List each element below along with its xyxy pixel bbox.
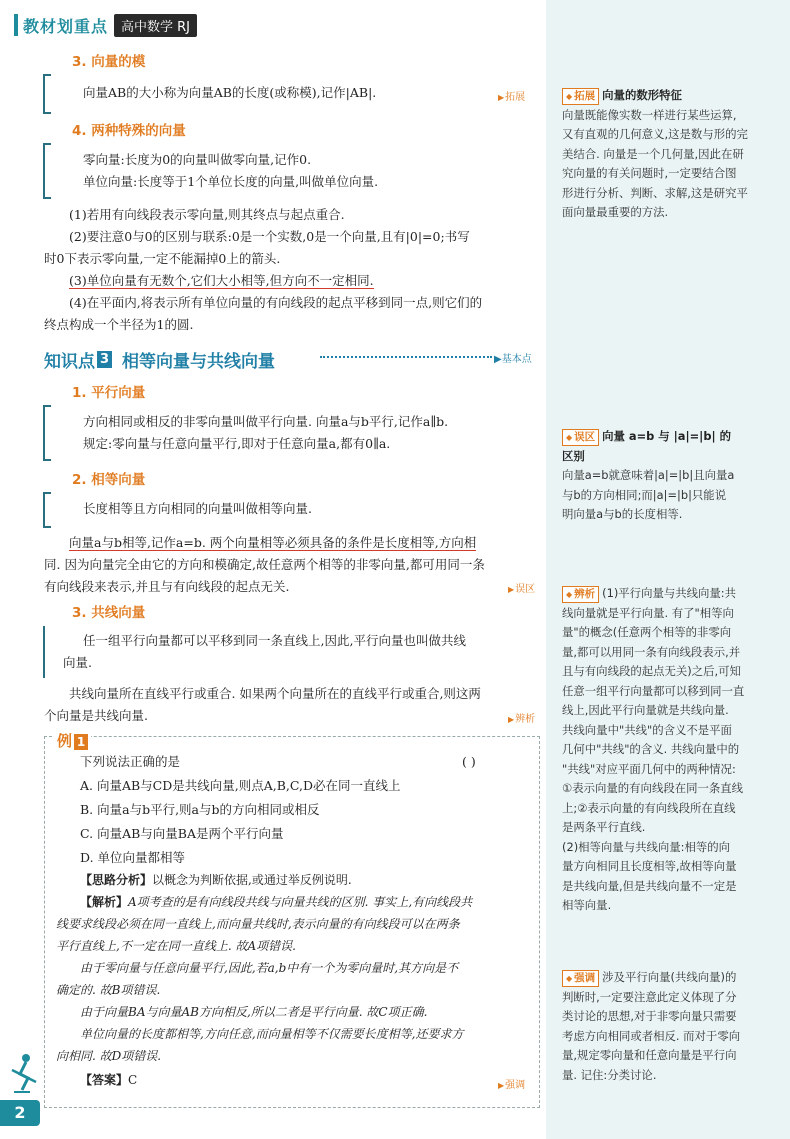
collinear-def-1: 任一组平行向量都可以平移到同一条直线上,因此,平行向量也叫做共线 xyxy=(83,633,466,648)
card1-line: 美结合. 向量是一个几何量,因此在研 xyxy=(562,146,744,161)
series-title: 教材划重点 xyxy=(23,16,109,36)
chip-misconception: ◆ 误区 xyxy=(562,429,599,446)
card4-line: 量. 记住:分类讨论. xyxy=(562,1067,657,1082)
analysis-line-1 xyxy=(56,892,536,913)
note-3-text: (3)单位向量有无数个,它们大小相等,但方向不一定相同. xyxy=(69,273,374,288)
card2-line: 与b的方向相同;而|a|=|b|只能说 xyxy=(562,487,727,502)
card2-head-cont: 区别 xyxy=(562,448,585,463)
skater-ornament-icon xyxy=(8,1052,38,1096)
parallel-rule: 规定:零向量与任意向量平行,即对于任意向量a,都有0∥a. xyxy=(83,436,391,451)
card3-line: 线向量就是平行向量. 有了"相等向 xyxy=(562,605,734,620)
analysis-line-4: 由于零向量与任意向量平行,因此,若a,b中有一个为零向量时,其方向是不 xyxy=(80,961,459,975)
kp-dotted-line xyxy=(320,356,492,358)
example-label xyxy=(54,730,91,751)
analysis-line-3: 平行直线上,不一定在同一直线上. 故A项错误. xyxy=(56,939,296,953)
modulus-text: 向量AB的大小称为向量AB的长度(或称模),记作|AB|. xyxy=(83,85,377,100)
example-label-text: 例 xyxy=(57,732,73,750)
subject-badge: 高中数学 RJ xyxy=(114,14,197,37)
page-header xyxy=(14,14,197,36)
note-4-cont: 终点构成一个半径为1的圆. xyxy=(44,317,194,332)
tag-expand: ▶ 拓展 xyxy=(498,88,525,103)
card3-line: (1)平行向量与共线向量:共 xyxy=(602,586,737,600)
option-b: B. 向量a与b平行,则a与b的方向相同或相反 xyxy=(80,802,320,817)
card2-line: 明向量a与b的长度相等. xyxy=(562,507,683,521)
analysis-line-5: 确定的. 故B项错误. xyxy=(56,983,161,997)
card2-line: 向量a=b就意味着|a|=|b|且向量a xyxy=(562,468,735,482)
card3-line: (2)相等向量与共线向量:相等的向 xyxy=(562,839,731,854)
card3-line: 上;②表示向量的有向线段所在直线 xyxy=(562,800,736,815)
side-card-expand xyxy=(562,86,774,223)
card2-head: 向量 a=b 与 |a|=|b| 的 xyxy=(602,429,731,443)
note-2: (2)要注意0与0的区别与联系:0是一个实数,0是一个向量,且有|0|=0;书写 xyxy=(69,229,470,244)
collinear-def-2: 向量. xyxy=(63,655,92,670)
heading-collinear: 3. 共线向量 xyxy=(72,605,146,621)
card3-line: 是共线向量,但是共线向量不一定是 xyxy=(562,878,737,893)
answer-line xyxy=(56,1070,536,1091)
analysis-line-8: 向相同. 故D项错误. xyxy=(56,1049,162,1063)
analysis-text-1: A项考查的是有向线段共线与向量共线的区别. 事实上,有向线段共 xyxy=(128,895,473,909)
tag-distinguish: ▶ 辨析 xyxy=(508,710,535,725)
card4-line: 类讨论的思想,对于非零向量只需要 xyxy=(562,1009,737,1023)
chip-distinguish: ◆ 辨析 xyxy=(562,586,599,603)
option-a: A. 向量AB与CD是共线向量,则点A,B,C,D必在同一直线上 xyxy=(80,778,401,793)
option-c: C. 向量AB与向量BA是两个平行向量 xyxy=(80,826,284,841)
analysis-key: 【解析】 xyxy=(80,895,129,909)
equal-para-3: 有向线段来表示,并且与有向线段的起点无关. xyxy=(44,579,290,594)
card4-line: 判断时,一定要注意此定义体现了分 xyxy=(562,989,737,1004)
knowledge-point-heading xyxy=(44,347,275,372)
note-1: (1)若用有向线段表示零向量,则其终点与起点重合. xyxy=(69,207,345,222)
kp-number: 3 xyxy=(97,351,112,368)
analysis-line-2: 线要求线段必须在同一直线上,而向量共线时,表示向量的有向线段可以在两条 xyxy=(56,917,460,931)
card3-line: 量,都可以用同一条有向线段表示,并 xyxy=(562,644,741,659)
equal-para-1-text: 向量a与b相等,记作a=b. 两个向量相等必须具备的条件是长度相等,方向相 xyxy=(69,535,477,550)
kp-label: 知识点 xyxy=(44,352,95,372)
equal-def: 长度相等且方向相同的向量叫做相等向量. xyxy=(83,501,312,516)
collinear-para-2: 个向量是共线向量. xyxy=(44,708,148,723)
card4-line: 涉及平行向量(共线向量)的 xyxy=(602,970,737,984)
zero-vector-def: 零向量:长度为0的向量叫做零向量,记作0. xyxy=(83,152,312,167)
parallel-box xyxy=(43,405,540,461)
example-number: 1 xyxy=(74,734,88,750)
note-4: (4)在平面内,将表示所有单位向量的有向线段的起点平移到同一点,则它们的 xyxy=(69,295,483,310)
analysis-line-7: 单位向量的长度都相等,方向任意,而向量相等不仅需要长度相等,还要求方 xyxy=(80,1027,464,1041)
idea-key: 【思路分析】 xyxy=(80,873,153,887)
card1-line: 究向量的有关问题时,一定要结合图 xyxy=(562,166,737,180)
heading-modulus: 3. 向量的模 xyxy=(72,54,146,70)
card3-line: "共线"对应平面几何中的两种情况: xyxy=(562,761,736,776)
kp-basic-tag: ▶基本点 xyxy=(494,354,532,365)
card4-line: 考虑方向相同或者相反. 而对于零向 xyxy=(562,1028,741,1043)
side-card-distinguish xyxy=(562,584,774,916)
answer-value: C xyxy=(128,1073,138,1087)
note-2-cont: 时0下表示零向量,一定不能漏掉0上的箭头. xyxy=(44,251,281,266)
card1-head: 向量的数形特征 xyxy=(602,88,682,102)
parallel-def: 方向相同或相反的非零向量叫做平行向量. 向量a与b平行,记作a∥b. xyxy=(83,414,449,429)
chip-emphasis: ◆ 强调 xyxy=(562,970,599,987)
collinear-box xyxy=(43,626,540,678)
collinear-para-1: 共线向量所在直线平行或重合. 如果两个向量所在的直线平行或重合,则这两 xyxy=(69,686,481,701)
card1-line: 向量既能像实数一样进行某些运算, xyxy=(562,107,737,122)
tag-misconception: ▶ 误区 xyxy=(508,580,535,595)
card3-line: 共线向量中"共线"的含义不是平面 xyxy=(562,722,732,737)
heading-special-vectors: 4. 两种特殊的向量 xyxy=(72,123,186,139)
option-d: D. 单位向量都相等 xyxy=(80,850,186,865)
tag-emphasis: ▶ 强调 xyxy=(498,1076,525,1091)
answer-key: 【答案】 xyxy=(80,1073,129,1087)
heading-parallel: 1. 平行向量 xyxy=(72,385,146,401)
card1-line: 面向量最重要的方法. xyxy=(562,205,669,219)
card3-line: 相等向量. xyxy=(562,898,612,912)
card3-line: 几何中"共线"的含义. 共线向量中的 xyxy=(562,742,740,756)
card3-line: 量"的概念(任意两个相等的非零向 xyxy=(562,625,732,639)
idea-analysis xyxy=(56,870,536,891)
equal-box xyxy=(43,492,540,528)
note-3 xyxy=(44,270,540,292)
idea-text: 以概念为判断依据,或通过举反例说明. xyxy=(152,873,352,887)
card1-line: 形进行分析、判断、求解,这是研究平 xyxy=(562,185,748,200)
heading-equal: 2. 相等向量 xyxy=(72,472,146,488)
chip-expand: ◆ 拓展 xyxy=(562,88,599,105)
card3-line: 量方向相同且长度相等,故相等向量 xyxy=(562,859,737,873)
card1-line: 又有直观的几何意义,这是数与形的完 xyxy=(562,127,748,141)
card4-line: 量,规定零向量和任意向量是平行向 xyxy=(562,1048,737,1062)
analysis-line-6: 由于向量BA与向量AB方向相反,所以二者是平行向量. 故C项正确. xyxy=(80,1005,428,1019)
kp-title: 相等向量与共线向量 xyxy=(122,352,275,372)
equal-para-1 xyxy=(44,532,540,554)
card3-line: 且与有向线段的起点无关)之后,可知 xyxy=(562,664,741,678)
card3-line: 任意一组平行向量都可以移到同一直 xyxy=(562,683,745,698)
header-accent-bar xyxy=(14,14,18,36)
unit-vector-def: 单位向量:长度等于1个单位长度的向量,叫做单位向量. xyxy=(83,174,379,189)
card3-line: 是两条平行直线. xyxy=(562,820,646,834)
modulus-box xyxy=(43,74,540,114)
special-vectors-box xyxy=(43,143,540,199)
side-card-emphasis xyxy=(562,968,774,1085)
card3-line: 线上,因此平行向量就是共线向量. xyxy=(562,703,729,717)
example-question: 下列说法正确的是 xyxy=(80,754,181,769)
card3-line: ①表示向量的有向线段在同一条直线 xyxy=(562,781,744,795)
equal-para-2: 同. 因为向量完全由它的方向和模确定,故任意两个相等的非零向量,都可用同一条 xyxy=(44,557,485,572)
answer-paren: ( ) xyxy=(462,754,476,769)
side-card-misconception xyxy=(562,427,774,525)
page-number: 2 xyxy=(0,1100,40,1126)
